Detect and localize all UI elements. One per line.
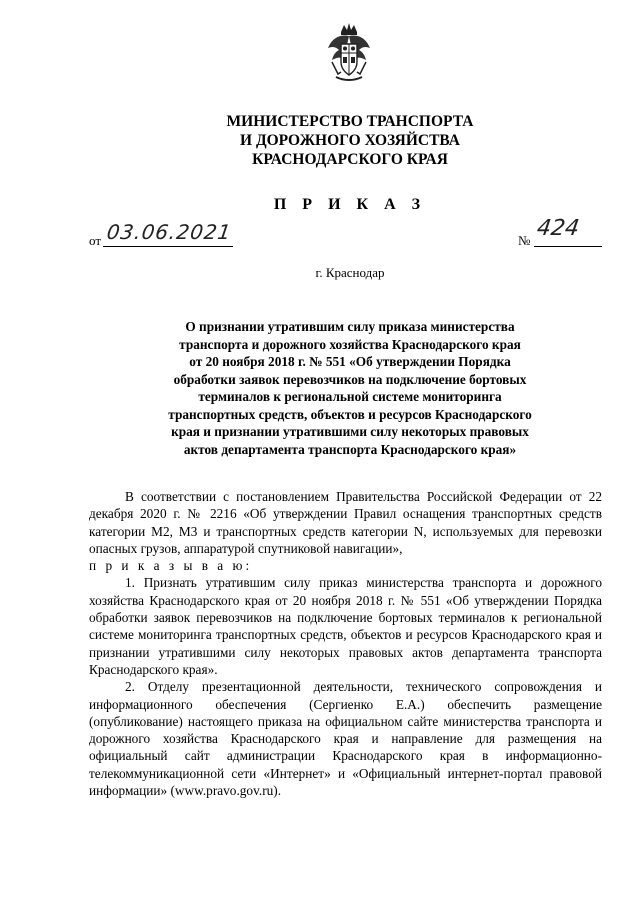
- ministry-line: КРАСНОДАРСКОГО КРАЯ: [252, 151, 448, 168]
- number-label: №: [518, 233, 531, 248]
- title-line: актов департамента транспорта Краснодарского края»: [183, 441, 517, 457]
- city-name: г. Краснодар: [315, 265, 385, 280]
- number-underline: [534, 246, 602, 247]
- title-line: транспорта и дорожного хозяйства Краснодарского края: [179, 336, 521, 352]
- handwritten-number: 424: [535, 216, 581, 241]
- title-line: обработки заявок перевозчиков на подключение бортовых: [173, 371, 527, 387]
- order-word: п р и к а з ы в а ю:: [89, 558, 253, 574]
- document-type: П Р И К А З: [273, 196, 427, 213]
- title-line: терминалов к региональной системе мониторинга: [198, 389, 502, 404]
- ministry-line: И ДОРОЖНОГО ХОЗЯЙСТВА: [240, 132, 460, 149]
- intro-paragraph: В соответствии с постановлением Правительства Российской Федерации от 22 декабря 2020 г. № 2216 «Об утверждении Правил оснащения транспортных средств категории М2, М3 и транспортных средств категории N, используемых для перевозки опасных грузов, аппаратурой спутниковой навигации»,: [89, 489, 602, 556]
- ministry-name: [160, 112, 540, 169]
- title-line: края и признании утратившими силу некоторых правовых: [171, 424, 529, 439]
- handwritten-date: 03.06.2021: [105, 220, 234, 244]
- date-label: от: [89, 233, 102, 248]
- document-title: [120, 318, 580, 458]
- title-line: О признании утратившим силу приказа министерства: [185, 319, 515, 334]
- coat-of-arms-icon: [326, 22, 372, 82]
- ministry-line: МИНИСТЕРСТВО ТРАНСПОРТА: [226, 113, 474, 130]
- date-underline: [103, 246, 233, 247]
- title-line: от 20 ноября 2018 г. № 551 «Об утверждении Порядка: [189, 354, 511, 369]
- item-2-paragraph: 2. Отделу презентационной деятельности, технического сопровождения и информационного обеспечения (Сергиенко Е.А.) обеспечить размещение (опубликование) настоящего приказа на официальном сайте министерства транспорта и дорожного хозяйства Краснодарского края и направление для размещения на официальный сайт администрации Краснодарского края в информационно-телекоммуникационной сети «Интернет» и «Официальный интернет-портал правовой информации» (www.pravo.gov.ru).: [89, 679, 602, 799]
- item-1-paragraph: 1. Признать утратившим силу приказ министерства транспорта и дорожного хозяйства Краснодарского края от 20 ноября 2018 г. № 551 «Об утверждении Порядка обработки заявок перевозчиков на подключение бортовых терминалов к региональной системе мониторинга транспортных средств, объектов и ресурсов Краснодарского края и признании утратившими силу некоторых правовых актов департамента транспорта Краснодарского края».: [89, 575, 602, 677]
- title-line: транспортных средств, объектов и ресурсов Краснодарского: [168, 406, 532, 422]
- document-body: [89, 488, 602, 799]
